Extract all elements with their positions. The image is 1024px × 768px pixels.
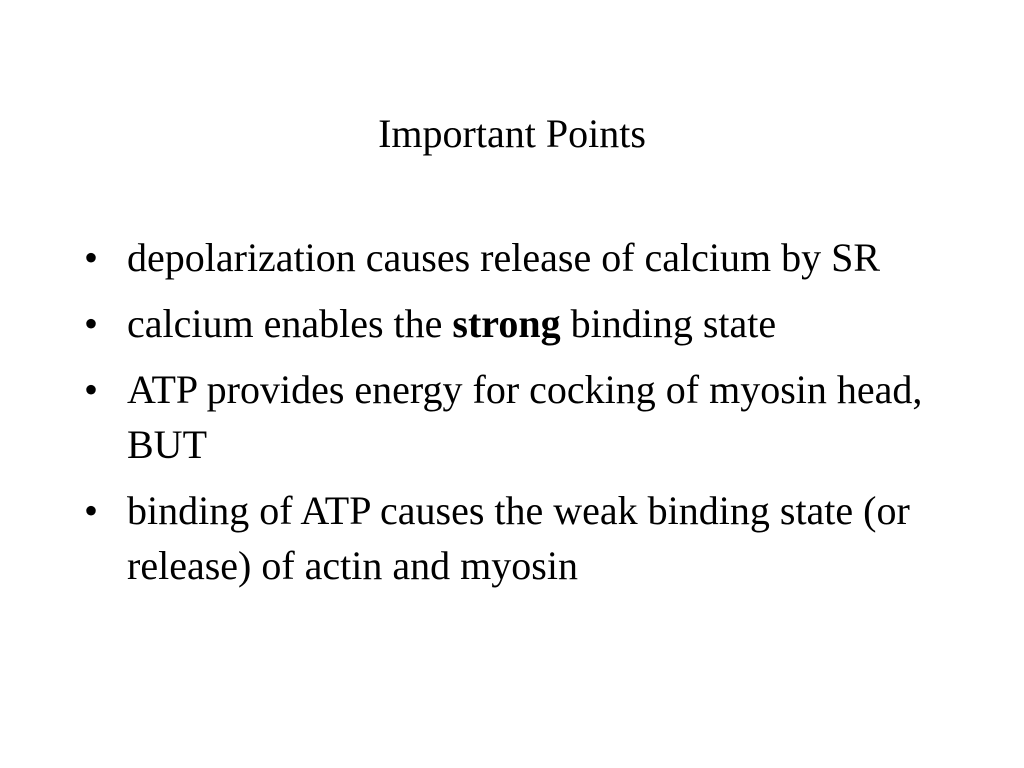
bold-emphasis: strong bbox=[452, 301, 561, 346]
bullet-item bbox=[84, 483, 944, 593]
bullet-text-part: calcium enables the bbox=[127, 301, 453, 346]
bullet-icon: • bbox=[84, 301, 99, 346]
slide-title: Important Points bbox=[378, 111, 646, 156]
bullet-text: binding of ATP causes the weak binding state (or release) of actin and myosin bbox=[127, 488, 910, 588]
bullet-text-part: binding state bbox=[560, 301, 777, 346]
bullet-item bbox=[84, 296, 944, 351]
bullet-text bbox=[127, 301, 776, 346]
bullet-text: depolarization causes release of calcium by SR bbox=[127, 235, 881, 280]
bullet-item bbox=[84, 362, 944, 472]
bullet-text: ATP provides energy for cocking of myosin head, BUT bbox=[127, 367, 923, 467]
bullet-item bbox=[84, 230, 944, 285]
bullet-icon: • bbox=[84, 235, 99, 280]
bullet-icon: • bbox=[84, 367, 99, 412]
bullet-icon: • bbox=[84, 488, 99, 533]
bullet-list bbox=[84, 230, 944, 604]
